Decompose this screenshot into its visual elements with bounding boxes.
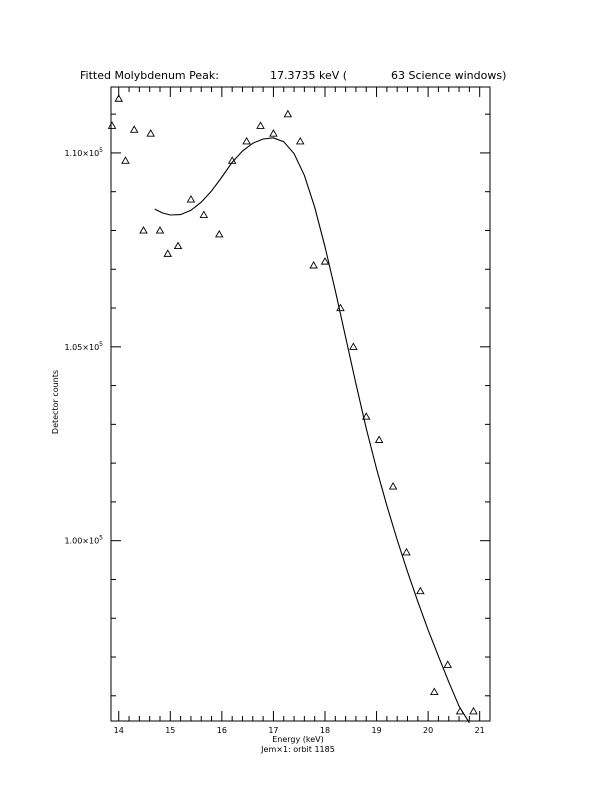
x-tick-label: 14 xyxy=(113,726,124,735)
x-tick-label: 21 xyxy=(474,726,485,735)
y-tick-label: $1.10\times 10^5$ xyxy=(64,146,103,158)
data-point-triangle xyxy=(156,227,163,233)
data-point-triangle xyxy=(109,122,116,128)
data-point-triangle xyxy=(417,588,424,594)
data-points xyxy=(109,95,477,714)
data-point-triangle xyxy=(243,138,250,144)
data-point-triangle xyxy=(444,661,451,667)
data-point-triangle xyxy=(187,196,194,202)
chart-title-windows: 63 Science windows) xyxy=(391,69,507,82)
y-tick-label: $1.00\times 10^5$ xyxy=(64,534,103,546)
data-point-triangle xyxy=(284,111,291,117)
data-point-triangle xyxy=(164,250,171,256)
fit-curve-line xyxy=(155,138,470,723)
data-point-triangle xyxy=(122,157,129,163)
data-point-triangle xyxy=(131,126,138,132)
chart-subtitle: Jem×1: orbit 1185 xyxy=(261,745,335,754)
x-tick-label: 20 xyxy=(423,726,434,735)
data-point-triangle xyxy=(297,138,304,144)
data-point-triangle xyxy=(403,549,410,555)
chart-title-prefix: Fitted Molybdenum Peak: xyxy=(80,69,219,82)
data-point-triangle xyxy=(470,708,477,714)
data-point-triangle xyxy=(257,122,264,128)
x-tick-label: 18 xyxy=(319,726,331,735)
data-point-triangle xyxy=(337,305,344,311)
data-point-triangle xyxy=(216,231,223,237)
data-point-triangle xyxy=(376,436,383,442)
fit-curve xyxy=(155,138,470,723)
chart-title-energy: 17.3735 keV ( xyxy=(270,69,348,82)
data-point-triangle xyxy=(310,262,317,268)
plot-border xyxy=(111,87,490,721)
data-point-triangle xyxy=(200,211,207,217)
data-point-triangle xyxy=(431,688,438,694)
data-point-triangle xyxy=(147,130,154,136)
x-tick-label: 15 xyxy=(165,726,176,735)
y-axis-label: Detector counts xyxy=(51,369,60,435)
x-tick-label: 17 xyxy=(268,726,279,735)
plot-frame xyxy=(111,87,490,721)
x-tick-label: 19 xyxy=(371,726,382,735)
data-point-triangle xyxy=(140,227,147,233)
x-tick-label: 16 xyxy=(216,726,227,735)
data-point-triangle xyxy=(175,242,182,248)
data-point-triangle xyxy=(270,130,277,136)
data-point-triangle xyxy=(390,483,397,489)
y-axis-ticks xyxy=(64,114,490,696)
y-tick-label: $1.05\times 10^5$ xyxy=(64,340,103,352)
data-point-triangle xyxy=(350,343,357,349)
x-axis-ticks xyxy=(114,87,490,735)
x-axis-label: Energy (keV) xyxy=(272,735,324,744)
